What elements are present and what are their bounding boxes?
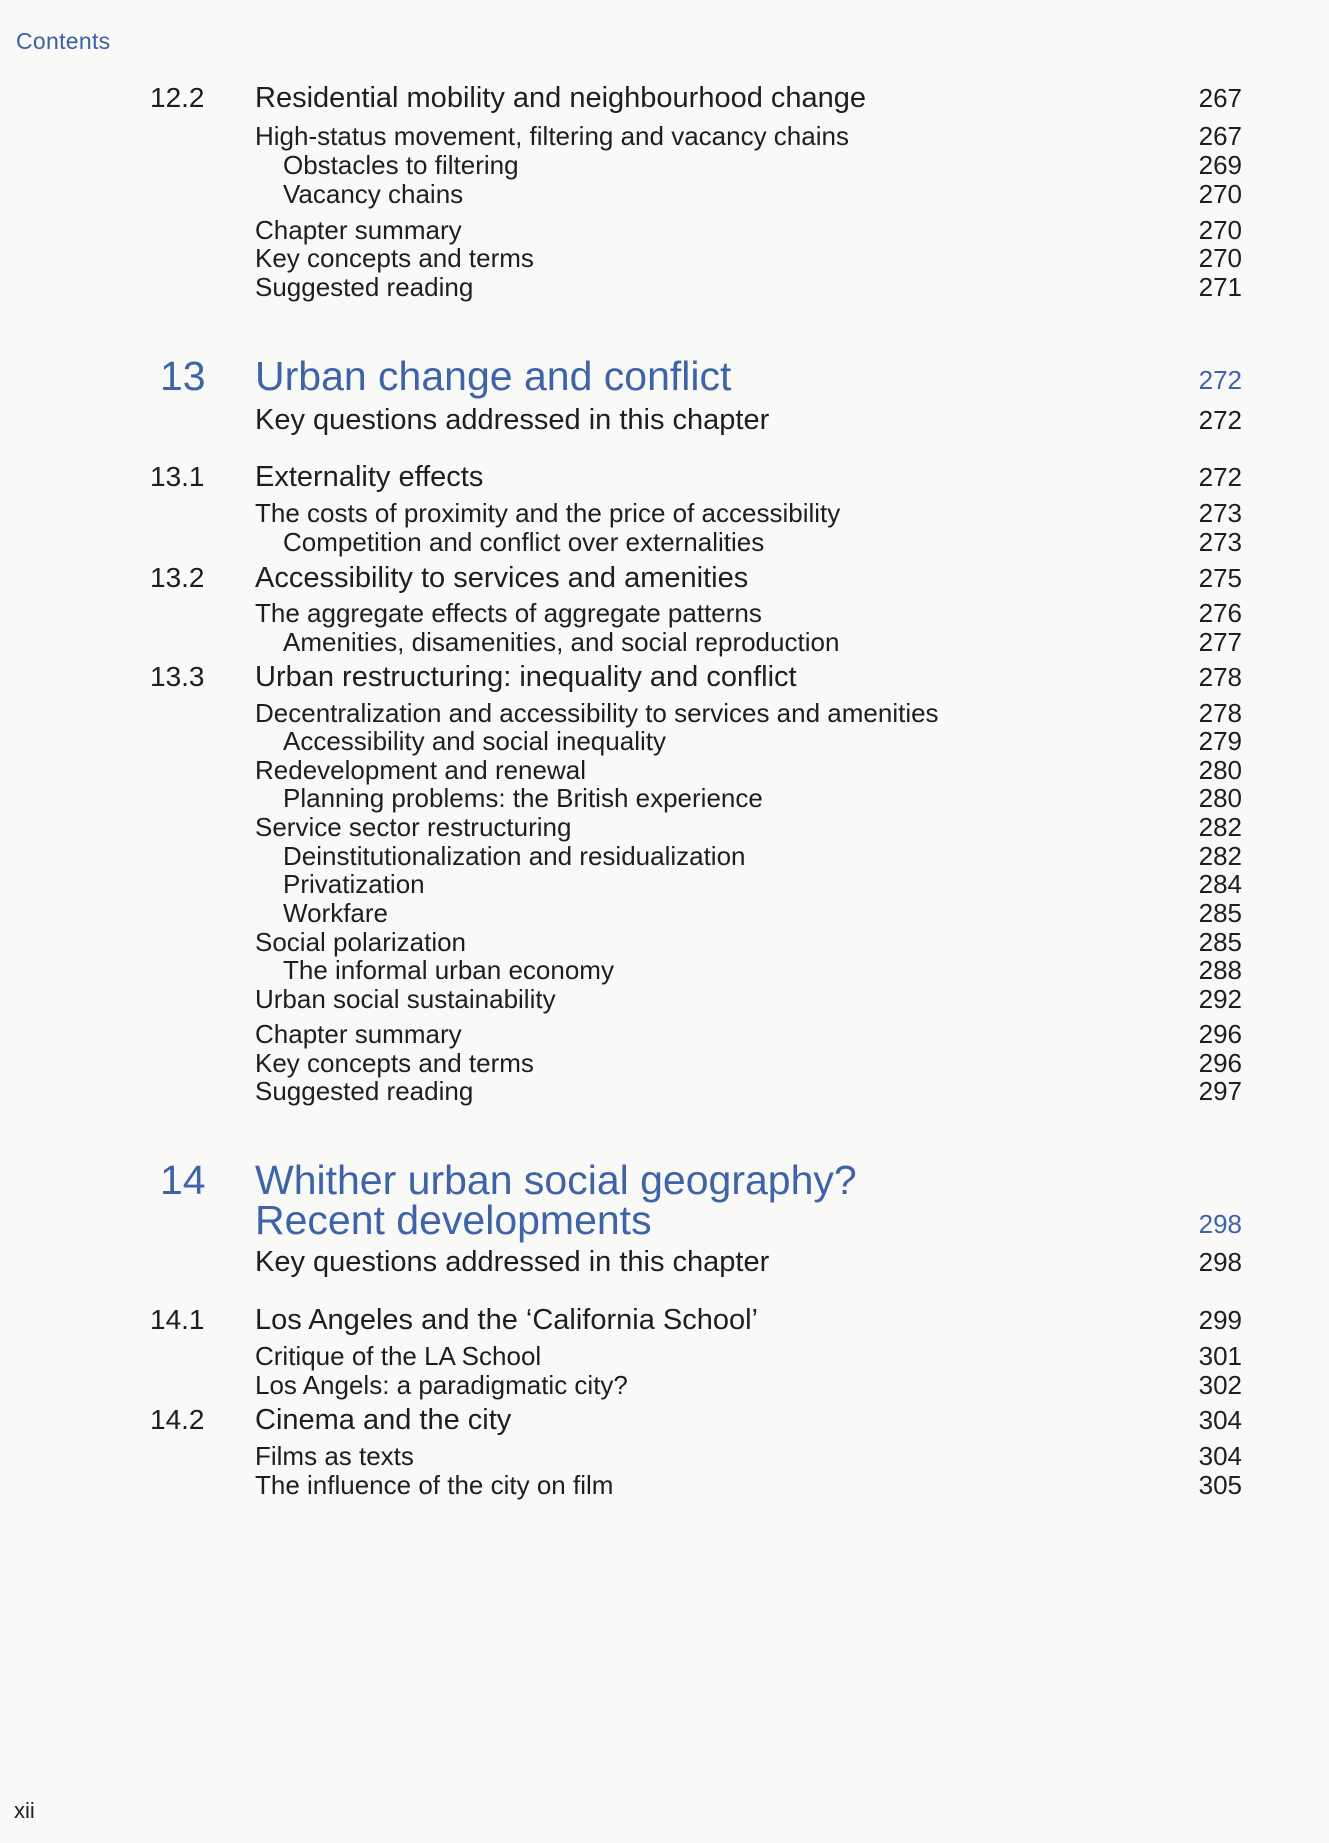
entry-title: Key questions addressed in this chapter — [255, 404, 770, 436]
entry-page: 277 — [1198, 627, 1242, 657]
entry-title: Deinstitutionalization and residualization — [283, 841, 746, 871]
entry-page: 270 — [1198, 243, 1242, 273]
chapter-heading — [0, 1196, 1329, 1244]
entry-page: 280 — [1198, 755, 1242, 785]
entry-title: Key concepts and terms — [255, 1048, 534, 1078]
entry-title: Key questions addressed in this chapter — [255, 1246, 770, 1278]
entry-number: 14.2 — [150, 1404, 205, 1435]
toc-entry — [0, 1244, 1329, 1280]
entry-page: 273 — [1198, 498, 1242, 528]
entry-page: 272 — [1198, 365, 1242, 395]
entry-number: 13.2 — [150, 562, 205, 593]
toc-entry — [0, 1467, 1329, 1503]
toc-entry — [0, 659, 1329, 695]
toc-entry — [0, 80, 1329, 116]
entry-title: Cinema and the city — [255, 1404, 512, 1436]
toc-entry — [0, 269, 1329, 305]
entry-title: Critique of the LA School — [255, 1341, 542, 1371]
entry-page: 285 — [1198, 898, 1242, 928]
entry-page: 270 — [1198, 179, 1242, 209]
entry-page: 276 — [1198, 598, 1242, 628]
entry-title: High-status movement, filtering and vacancy chains — [255, 121, 849, 151]
entry-page: 278 — [1198, 662, 1242, 692]
entry-title: Redevelopment and renewal — [255, 755, 586, 785]
entry-page: 288 — [1198, 955, 1242, 985]
entry-number: 14.1 — [150, 1304, 205, 1335]
entry-title: Competition and conflict over externalities — [283, 527, 765, 557]
entry-page: 304 — [1198, 1405, 1242, 1435]
entry-page: 267 — [1198, 121, 1242, 151]
entry-page: 269 — [1198, 150, 1242, 180]
entry-title: Obstacles to filtering — [283, 150, 519, 180]
entry-page: 296 — [1198, 1019, 1242, 1049]
entry-title: Workfare — [283, 898, 388, 928]
toc-entry — [0, 981, 1329, 1017]
toc-entry — [0, 176, 1329, 212]
entry-page: 298 — [1198, 1209, 1242, 1239]
entry-title: Whither urban social geography? — [255, 1157, 857, 1203]
entry-title: Accessibility to services and amenities — [255, 562, 749, 594]
chapter-heading — [0, 352, 1329, 400]
entry-title: Externality effects — [255, 461, 484, 493]
entry-title: The costs of proximity and the price of accessibility — [255, 498, 841, 528]
entry-number: 14 — [160, 1157, 206, 1203]
entry-page: 296 — [1198, 1048, 1242, 1078]
entry-number: 13 — [160, 353, 206, 399]
entry-page: 298 — [1198, 1247, 1242, 1277]
entry-page: 279 — [1198, 726, 1242, 756]
entry-title: Vacancy chains — [283, 179, 464, 209]
entry-title: Suggested reading — [255, 1076, 474, 1106]
entry-title: Suggested reading — [255, 272, 474, 302]
entry-page: 292 — [1198, 984, 1242, 1014]
entry-title: Planning problems: the British experience — [283, 783, 763, 813]
entry-page: 282 — [1198, 812, 1242, 842]
toc-entry — [0, 624, 1329, 660]
entry-page: 272 — [1198, 462, 1242, 492]
entry-title: Privatization — [283, 869, 425, 899]
entry-title: Los Angels: a paradigmatic city? — [255, 1370, 628, 1400]
toc-entry — [0, 459, 1329, 495]
entry-page: 282 — [1198, 841, 1242, 871]
entry-number: 12.2 — [150, 82, 205, 113]
entry-title: The influence of the city on film — [255, 1470, 614, 1500]
entry-number: 13.1 — [150, 461, 205, 492]
toc-entry — [0, 1402, 1329, 1438]
entry-title: Amenities, disamenities, and social reproduction — [283, 627, 840, 657]
entry-title: Chapter summary — [255, 215, 462, 245]
entry-page: 284 — [1198, 869, 1242, 899]
entry-title: The informal urban economy — [283, 955, 614, 985]
entry-page: 271 — [1198, 272, 1242, 302]
entry-page: 280 — [1198, 783, 1242, 813]
entry-title: Urban social sustainability — [255, 984, 556, 1014]
entry-page: 275 — [1198, 563, 1242, 593]
entry-title: Service sector restructuring — [255, 812, 572, 842]
entry-page: 305 — [1198, 1470, 1242, 1500]
entry-page: 299 — [1198, 1305, 1242, 1335]
entry-page: 297 — [1198, 1076, 1242, 1106]
entry-title: Recent developments — [255, 1197, 652, 1243]
running-header: Contents — [16, 28, 111, 54]
entry-title: Urban change and conflict — [255, 353, 732, 399]
entry-title: Residential mobility and neighbourhood change — [255, 82, 867, 114]
entry-page: 301 — [1198, 1341, 1242, 1371]
entry-page: 272 — [1198, 405, 1242, 435]
entry-page: 285 — [1198, 927, 1242, 957]
entry-page: 273 — [1198, 527, 1242, 557]
entry-page: 304 — [1198, 1441, 1242, 1471]
entry-title: Social polarization — [255, 927, 467, 957]
toc-entry — [0, 1367, 1329, 1403]
entry-page: 302 — [1198, 1370, 1242, 1400]
entry-page: 267 — [1198, 83, 1242, 113]
entry-title: Decentralization and accessibility to services and amenities — [255, 698, 939, 728]
toc-entry — [0, 1302, 1329, 1338]
entry-title: Films as texts — [255, 1441, 414, 1471]
entry-page: 278 — [1198, 698, 1242, 728]
entry-number: 13.3 — [150, 661, 205, 692]
entry-title: Urban restructuring: inequality and conflict — [255, 661, 797, 693]
page-number: xii — [14, 1798, 35, 1823]
entry-title: Chapter summary — [255, 1019, 462, 1049]
toc-entry — [0, 560, 1329, 596]
toc-entry — [0, 524, 1329, 560]
entry-title: Los Angeles and the ‘California School’ — [255, 1304, 758, 1336]
entry-page: 270 — [1198, 215, 1242, 245]
entry-title: Accessibility and social inequality — [283, 726, 666, 756]
entry-title: The aggregate effects of aggregate patterns — [255, 598, 762, 628]
toc-entry — [0, 402, 1329, 438]
toc-entry — [0, 1073, 1329, 1109]
entry-title: Key concepts and terms — [255, 243, 534, 273]
